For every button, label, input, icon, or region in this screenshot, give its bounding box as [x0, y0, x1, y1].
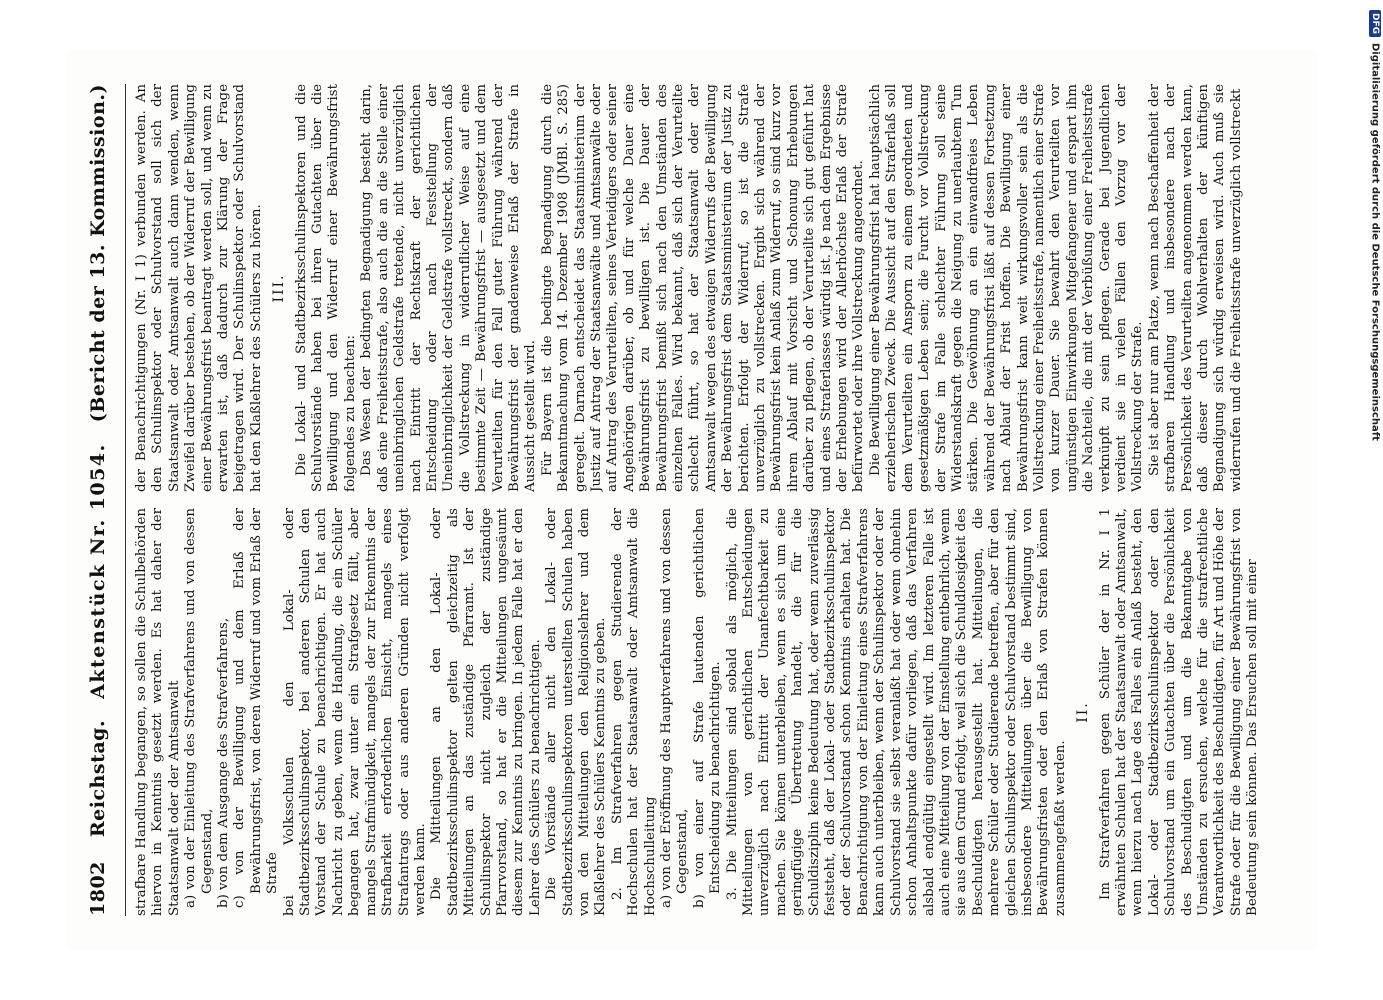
paragraph: bei Volksschulen den Lokal- oder Stadtbezirksschulinspektor, bei anderen Schulen den Vorstand der Schule zu benachrichtigen. Er hat auch Nachricht zu geben, wenn die Handlung, die ein Schüler begangen hat, zwar unter ein Strafgesetz fällt, aber mangels Strafmündigkeit, mangels der zur Erkenntnis der Strafbarkeit erforderlichen Einsicht, mangels eines Strafantrags oder aus anderen Gründen nicht verfolgt werden kann. [281, 508, 428, 916]
paragraph: Die Mitteilungen an den Lokal- oder Stadtbezirksschulinspektor gelten gleichzeitig als Mitteilungen an das zuständige Pfarramt. Ist der Schulinspektor nicht zugleich der zuständige Pfarrvorstand, so hat er die Mitteilungen ungesäumt diesem zur Kenntnis zu bringen. In jedem Falle hat er den Lehrer des Schülers zu benachrichtigen. [428, 508, 543, 916]
text-columns [125, 84, 1297, 916]
header-left-title: Reichstag. [86, 719, 109, 838]
credit-text: Digitalisierung gefördert durch die Deutsche Forschungsgemeinschaft [1369, 43, 1381, 441]
paragraph: Die Vorstände aller nicht den Lokal- oder Stadtbezirksschulinspektoren unterstellten Schulen haben von den Mitteilungen den Religionslehrer und dem Klaßlehrer des Schülers Kenntnis zu geben. [543, 508, 608, 916]
paragraph: Das Wesen der bedingten Begnadigung besteht darin, daß eine Freiheitsstrafe, also auch die an die Stelle einer uneinbringlichen Geldstrafe tretende, nicht unverzüglich nach Eintritt der Rechtskraft der gerichtlichen Entscheidung oder nach Feststellung der Uneinbringlichkeit der Geldstrafe vollstreckt, sondern daß die Vollstreckung in widerruflicher Weise auf eine bestimmte Zeit — Bewährungsfrist — ausgesetzt und dem Verurteilten für den Fall guter Führung während der Bewährungsfrist der gnadenweise Erlaß der Strafe in Aussicht gestellt wird. [358, 84, 538, 492]
paragraph: Die Lokal- und Stadtbezirksschulinspektoren und die Schulvorstände haben bei ihren Gutachten über die Bewilligung und den Widerruf einer Bewährungsfrist folgendes zu beachten: [293, 84, 358, 492]
section-heading: II. [1074, 701, 1091, 723]
list-item: b) von einer auf Strafe lautenden gerichtlichen Entscheidung zu benachrichtigen. [691, 508, 723, 908]
paragraph: Im Strafverfahren gegen Schüler der in Nr. I 1 erwähnten Schulen hat der Staatsanwalt oder Amtsanwalt, wenn hierzu nach Lage des Falles ein Anlaß besteht, den Lokal- oder Stadtbezirksschulinspektor oder den Schulvorstand um ein Gutachten über die Persönlichkeit des Beschuldigten und um die Bekanntgabe von Umständen zu ersuchen, welche für die strafrechtliche Verantwortlichkeit des Beschuldigten, für Art und Höhe der Strafe oder für die Bewilligung einer Bewährungsfrist von Bedeutung sein können. Das Ersuchen soll mit einer [1097, 508, 1260, 916]
column-left [134, 508, 1297, 916]
column-right [134, 84, 1297, 492]
header-right-title: (Bericht der 13. Kommission.) [86, 84, 109, 423]
list-item: a) von der Eröffnung des Hauptverfahrens und von dessen Gegenstand, [658, 508, 690, 908]
list-item: b) von dem Ausgange des Strafverfahrens, [215, 617, 231, 908]
paragraph: Für Bayern ist die bedingte Begnadigung durch die Bekanntmachung vom 14. Dezember 1908 (JMBl. S. 285) geregelt. Darnach entscheidet das Staatsministerium der Justiz auf Antrag der Staatsanwälte und Amtsanwälte oder auf Antrag des Verurteilten, seines Verteidigers oder seiner Angehörigen darüber, ob und für welche Dauer eine Bewährungsfrist zu bewilligen ist. Die Dauer der Bewährungsfrist bemißt sich nach den Umständen des einzelnen Falles. Wird bekannt, daß sich der Verurteilte schlecht führt, so hat der Staatsanwalt oder der Amtsanwalt wegen des etwaigen Widerrufs der Bewilligung der Bewährungsfrist dem Staatsministerium der Justiz zu berichten. Erfolgt der Widerruf, so ist die Strafe unverzüglich zu vollstrecken. Ergibt sich während der Bewährungsfrist kein Anlaß zum Widerruf, so sind kurz vor ihrem Ablauf mit Vorsicht und Schonung Erhebungen darüber zu pflegen, ob der Verurteilte sich gut geführt hat und eines Straferlasses würdig ist. Je nach dem Ergebnisse der Erhebungen wird der Allerhöchste Erlaß der Strafe befürwortet oder ihre Vollstreckung angeordnet. [539, 84, 866, 492]
paragraph: 3. Die Mitteilungen sind sobald als möglich, die Mitteilungen von gerichtlichen Entscheidungen unverzüglich nach Eintritt der Unanfechtbarkeit zu machen. Sie können unterbleiben, wenn es sich um eine geringfügige Übertretung handelt, die für die Schuldisziplin keine Bedeutung hat, oder wenn zuverlässig feststeht, daß der Lokal- oder Stadtbezirksschulinspektor oder der Schulvorstand schon Kenntnis erhalten hat. Die Benachrichtigung von der Einleitung eines Strafverfahrens kann auch unterbleiben, wenn der Schulinspektor oder der Schulvorstand sie selbst veranlaßt hat oder wenn ohnehin schon Anhaltspunkte dafür vorliegen, daß das Verfahren alsbald endgültig eingestellt wird. Im letzteren Falle ist auch eine Mitteilung von der Einstellung entbehrlich, wenn sie aus dem Grund erfolgt, weil sich die Schuldlosigkeit des Beschuldigten herausgestellt hat. Mitteilungen, die mehrere Schüler oder Studierende betreffen, aber für den gleichen Schulinspektor oder Schulvorstand bestimmt sind, insbesondere Mitteilungen über die Bewilligung von Bewährungsfristen oder den Erlaß von Strafen können zusammengefaßt werden. [724, 508, 1068, 916]
page-header [87, 84, 121, 916]
paragraph: der Benachrichtigungen (Nr. I 1) verbunden werden. An den Schulinspektor oder Schulvorstand soll sich der Staatsanwalt oder Amtsanwalt auch dann wenden, wenn Zweifel darüber bestehen, ob der Widerruf der Bewilligung einer Bewährungsfrist beantragt werden soll, und wenn zu erwarten ist, daß dadurch zur Klärung der Frage beigetragen wird. Der Schulinspektor oder Schulvorstand hat den Klaßlehrer des Schülers zu hören. [133, 84, 264, 492]
list-item: a) von der Einleitung des Strafverfahrens und von dessen Gegenstand, [182, 508, 215, 908]
paragraph: Sie ist aber nur am Platze, wenn nach Beschaffenheit der strafbaren Handlung und insbesondere nach der Persönlichkeit des Verurteilten angenommen werden kann, daß dieser durch Wohlverhalten der künftigen Begnadigung sich würdig erweisen wird. Auch muß sie widerrufen und die Freiheitsstrafe unverzüglich vollstreckt [1146, 84, 1244, 492]
list-item: c) von der Bewilligung und dem Erlaß der Bewährungsfrist, von deren Widerruf und vom Erlaß der Strafe [231, 508, 280, 908]
digitization-credit [1369, 10, 1381, 441]
paragraph: Die Bewilligung einer Bewährungsfrist hat hauptsächlich erzieherischen Zweck. Die Aussicht auf den Straferlaß soll dem Verurteilten ein Ansporn zu einem geordneten und gesetzmäßigen Leben sein; die Furcht vor Vollstreckung der Strafe im Falle schlechter Führung soll seine Widerstandskraft gegen die Neigung zu unerlaubtem Tun stärken. Die Gewöhnung an ein einwandfreies Leben während der Bewährungsfrist läßt auf dessen Fortsetzung nach Ablauf der Frist hoffen. Die Bewilligung einer Bewährungsfrist kann weit wirkungsvoller sein als die Vollstreckung einer Freiheitsstrafe, namentlich einer Strafe von kurzer Dauer. Sie bewahrt den Verurteilten vor ungünstigen Einwirkungen Mitgefangener und erspart ihm die Nachteile, die mit der Verbüßung einer Freiheitsstrafe verknüpft zu sein pflegen. Gerade bei Jugendlichen verdient sie in vielen Fällen den Vorzug vor der Vollstreckung der Strafe. [867, 84, 1145, 492]
section-heading: III. [270, 273, 287, 303]
page-number: 1802 [86, 861, 109, 916]
scanned-page [67, 50, 1317, 950]
paragraph: strafbare Handlung begangen, so sollen die Schulbehörden hiervon in Kenntnis gesetzt werden. Es hat daher der Staatsanwalt oder der Amtsanwalt [133, 508, 182, 916]
header-center-title: Aktenstück Nr. 1054. [86, 443, 109, 699]
dfg-logo: DFG [1369, 10, 1381, 37]
paragraph: 2. Im Strafverfahren gegen Studierende der Hochschulen hat der Staatsanwalt oder Amtsanwalt die Hochschulleitung [609, 508, 658, 916]
